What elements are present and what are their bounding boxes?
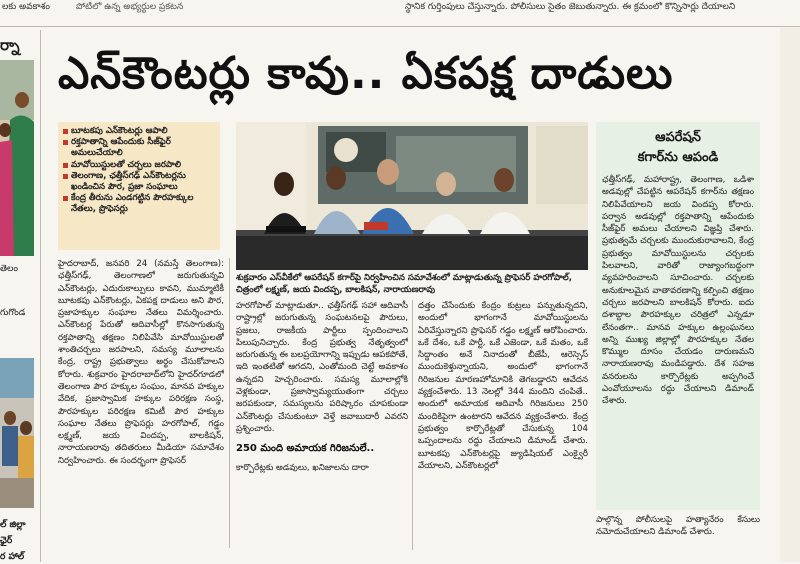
left-fragment-bottom1: ల్ జిల్లా bbox=[0, 520, 26, 530]
left-neighbour-column bbox=[0, 28, 34, 562]
left-photo-women bbox=[0, 60, 34, 256]
top-strip-left: లకు అవకాశం bbox=[2, 2, 50, 12]
left-column-divider bbox=[40, 30, 41, 562]
side-bottom-text: పాల్గొన్న పోలీసులపై హత్యానేరం కేసులు నమోదుచేయాలని డిమాండ్‌ చేశారు. bbox=[596, 515, 760, 538]
press-meet-photo bbox=[236, 122, 588, 270]
left-fragment-mid1: తెలం bbox=[0, 264, 18, 274]
left-fragment-mid2: గుగొండ bbox=[0, 308, 26, 318]
highlight-item: కేంద్ర తీరును ఎండగట్టిన పౌరహక్కుల నేతలు, ప్రొఫెసర్లు bbox=[62, 193, 216, 215]
side-title-line-1: ఆపరేషన్‌ bbox=[655, 130, 701, 145]
column-2-tail: కార్పొరేట్లకు అడవులు, ఖనిజాలను దారా bbox=[236, 462, 369, 473]
article-column-2 bbox=[236, 300, 408, 550]
right-neighbour-column bbox=[780, 28, 800, 562]
column-3-text: దత్తం చేసేందుకు కేంద్రం కుట్రలు పన్నుతున్నదని, అందులో భాగంగానే మావోయిస్టులను ఏరివేస్తున్నారని ప్రొఫెసర్‌ గడ్డం లక్ష్మణ్‌ ఆరోపించారు. ఒకే దేశం, ఒకే పార్టీ, ఒకే ఎజెండా, ఒకే మతం, ఒకే సిద్ధాంతం అనే నినాదంతో బీజేపీ, ఆరెస్సెస్‌ ముందుకెళ్తున్నాయని, అందులో భాగంగానే గిరిజనుల మారణహోమానికి తెగబడ్డారని ఆవేదన వ్యక్తంచేశారు. 13 నెలల్లో 344 మందిని చంపితే.. అందులో అమాయక ఆదివాసీ గిరిజనులు 250 మందికిపైగా ఉంటారని ఆవేదన వ్యక్తంచేశారు. కేంద్ర ప్రభుత్వం కార్పొరేట్లతో చేసుకున్న 104 ఒప్పందాలను రద్దు చేయాలని డిమాండ్‌ చేశారు. బూటకపు ఎన్‌కౌంటర్లపై జ్యుడిషియల్‌ ఎంక్వైరీ వేయాలని, ఎన్‌కౌంటర్లలో bbox=[418, 301, 588, 471]
side-title-line-2: కగార్‌ను ఆపండి bbox=[637, 150, 719, 165]
top-strip-middle: పోటీలో ఉన్న అభ్యర్థుల ప్రకటన bbox=[76, 2, 184, 12]
article-column-1 bbox=[58, 258, 224, 548]
operation-kagar-box bbox=[596, 122, 760, 510]
highlight-item: రక్తపాతాన్ని ఆపేందుకు సీజ్‌ఫైర్‌ అమలుచేయాలి bbox=[62, 137, 216, 159]
column-divider bbox=[229, 258, 230, 548]
column-1-text: హైదరాబాద్‌, జనవరి 24 (నమస్తే తెలంగాణ): ఛత్తీస్‌గఢ్‌, తెలంగాణలో జరుగుతున్నవి ఎన్‌కౌంటర్లు, ఎదురుకాల్పులు కావని, ముమ్మాటికీ బూటకపు ఎన్‌కౌంటర్లు, ఏకపక్ష దాడులు అని పౌర, ప్రజాహక్కుల సంఘాల నేతలు విమర్శించారు. ఎన్‌కౌంటర్ల పేరుతో ఆదివాసీల్లో కొనసాగుతున్న రక్తపాతాన్ని తక్షణం నిలిపివేసి మావోయిస్టులతో శాంతిచర్చలు జరపాలని, సమస్య మూలాలను కేంద్ర, రాష్ట్ర ప్రభుత్వాలు అర్థం చేసుకోవాలని కోరారు. శుక్రవారం హైదరాబాద్‌లోని హైదర్‌గూడలో తెలంగాణ పౌర హక్కుల సంఘం, మానవ హక్కుల వేదిక, ప్రజాస్వామిక హక్కుల పరిరక్షణ సంస్థ, పౌరహక్కుల పరిరక్షణ కమిటీ పౌర హక్కుల సంఘాల నేతలు ప్రొఫెసర్లు హరగోపాల్‌, గడ్డం లక్ష్మణ్‌, జయ విందప్ప, బాలకిషన్‌, నారాయణరావు తదితరులు మీడియా సమావేశం నిర్వహించారు. ఈ సందర్భంగా ప్రొఫెసర్‌ bbox=[58, 259, 224, 466]
press-meet-illustration bbox=[236, 122, 588, 270]
article-column-3 bbox=[418, 300, 588, 550]
highlight-item: తెలంగాణ, ఛత్తీస్‌గఢ్‌ ఎన్‌కౌంటర్లను ఖండించిన పౌర, ప్రజా సంఘాలు bbox=[62, 171, 216, 193]
column-2-text: హరగోపాల్‌ మాట్లాడుతూ.. ఛత్తీస్‌గఢ్‌ సహా ఆదివాసీ రాష్ట్రాల్లో జరుగుతున్న సంఘటనలపై పౌరులు, ప్రజలు, రాజకీయ పార్టీలు స్పందించాలని పిలుపునిచ్చారు. కేంద్ర ప్రభుత్వ నేతృత్వంలో జరుగుతున్న ఈ బలప్రయోగాన్ని ఇప్పుడు ఆపకపోతే, ఇది ఇంతటితో ఆగదని, ఎంతోమంది చెట్టే అవకాశం ఉన్నదని హెచ్చరించారు. సమస్య మూలాల్లోకి వెళ్లకుండా, ప్రజాస్వామ్యయుతంగా చర్చలు జరపకుండా, సమస్యలను పరిష్కారం చూపకుండా ఎన్‌కౌంటర్లు చేసుకుంటూ వెళ్తే జవాబుదారీ ఎవరని ప్రశ్నించారు. bbox=[236, 301, 408, 434]
article-headline: ఎన్‌కౌంటర్లు కావు.. ఏకపక్ష దాడులు bbox=[58, 48, 674, 99]
column-2-subhead: 250 మంది అమాయక గిరిజనులే.. bbox=[236, 443, 375, 455]
photo-caption: శుక్రవారం ఎస్‌వీకేలో ఆపరేషన్‌ కగార్‌పై నిర్వహించిన సమావేశంలో మాట్లాడుతున్న ప్రొఫెసర్‌ హరగోపాల్‌, చిత్రంలో లక్ష్మణ్‌, జయ విందప్ప, బాలకిషన్‌, నారాయణరావు bbox=[236, 273, 573, 295]
highlight-item: మావోయిస్టులతో చర్చలు జరపాలి bbox=[62, 160, 216, 171]
left-fragment-top: ర్నా bbox=[0, 36, 20, 54]
side-box-title bbox=[602, 128, 754, 168]
left-fragment-bottom2: ఛైర్ bbox=[0, 536, 13, 546]
highlight-item: బూటకపు ఎన్‌కౌంటర్లు ఆపాలి bbox=[62, 126, 216, 137]
top-strip-right: స్థానిక గుర్తింపులు చేస్తున్నారు. పోలీసులు సైతం జెబుతున్నారు. ఈ క్రమంలో కొన్నిసార్లు దేయాలని bbox=[405, 2, 736, 12]
left-photo-event bbox=[0, 358, 34, 508]
left-fragment-bottom3: ర హాల్ bbox=[0, 552, 25, 562]
column-divider bbox=[412, 300, 413, 550]
top-divider bbox=[0, 26, 800, 27]
highlights-box bbox=[58, 122, 220, 250]
side-box-text: ఛత్తీస్‌గఢ్‌, మహారాష్ట్ర, తెలంగాణ, ఒడిశా అడవుల్లో చేపట్టిన ఆపరేషన్‌ కగార్‌ను తక్షణం నిలిపివేయాలని జయ విందప్ప కోరారు. పర్వాన అడవుల్లో రక్తపాతాన్ని ఆపేందుకు సీజ్‌ఫైర్‌ అమలు చేయాలని విజ్ఞప్తి చేశారు. ప్రభుత్వమే చర్చలకు ముందుకురావాలని, కేంద్ర ప్రభుత్వం మావోయిస్టులను చర్చలకు పిలవాలని, వారితో రాజ్యాంగబద్ధంగా వ్యవహరించాలని సూచించారు. చర్చలకు అనుకూలమైన వాతావరణాన్ని కల్పించి తక్షణం చర్చలు జరపాలని బాలకిషన్‌ కోరారు. ఐదు దశాబ్దాల పౌరహక్కుల చరిత్రలో ఎన్నడూ లేనంతగా.. మానవ హక్కుల ఉల్లంఘనలు అన్ని ముఖ్య జిల్లాల్లో పౌరహక్కుల నేతల కొమ్ముల దూసం చేయడం దారుణమని నారాయణరావు మండిపడ్డారు. దేశ సహజ వనరులను కార్పొరేట్లకు అప్పగించే ఎంవోయూలను రద్దు చేయాలని డిమాండ్‌ చేశారు. bbox=[602, 175, 754, 407]
